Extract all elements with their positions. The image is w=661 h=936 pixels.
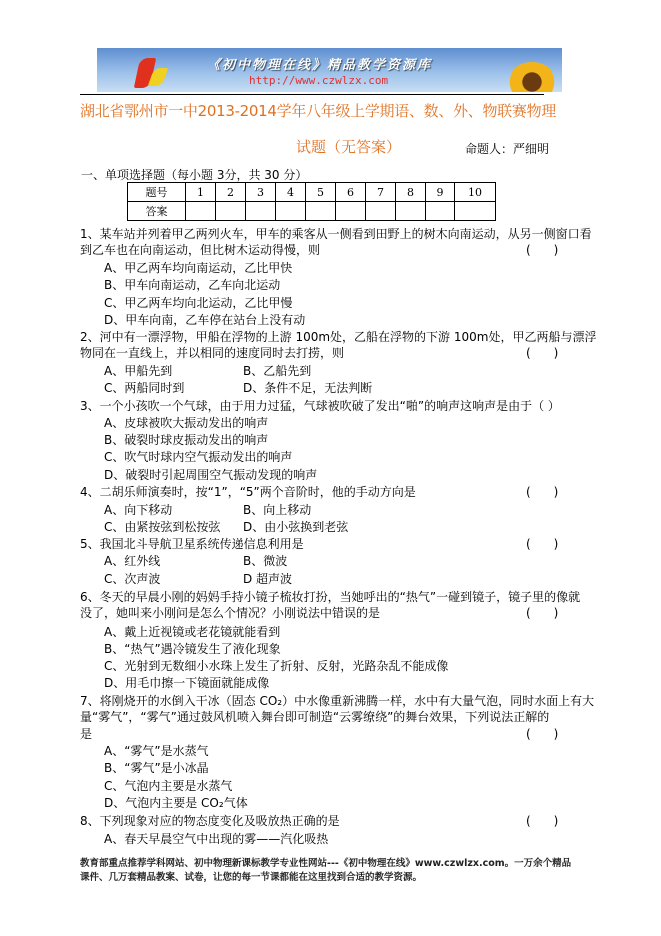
option-text: C、由紧按弦到松按弦	[104, 520, 221, 534]
question-number-cell: 1	[186, 183, 216, 202]
question-text: 3、一个小孩吹一个气球，由于用力过猛，气球被吹破了发出“啪”的响声这响声是由于（ ）	[80, 399, 560, 413]
sunflower-image	[508, 62, 556, 92]
option-text: A、甲船先到	[104, 364, 173, 378]
option-text: D、甲车向南，乙车停在站台上没有动	[104, 313, 306, 327]
question-number-cell: 5	[306, 183, 336, 202]
question-number-cell: 2	[216, 183, 246, 202]
question-number-cell: 7	[366, 183, 396, 202]
answer-blank: ( )	[526, 814, 559, 828]
answer-blank: ( )	[526, 727, 559, 741]
option-text: C、次声波	[104, 572, 161, 586]
answer-cell[interactable]	[426, 202, 455, 221]
header-label-cell: 题号	[128, 183, 186, 202]
question-text: 到乙车也在向南运动，但比树木运动得慢，则	[80, 243, 321, 257]
option-text: A、甲乙两车均向南运动，乙比甲快	[104, 261, 293, 275]
option-text: C、两船同时到	[104, 381, 185, 395]
option-text: A、皮球被吹大振动发出的响声	[104, 416, 269, 430]
question-number-cell: 4	[276, 183, 306, 202]
question-number-cell: 10	[455, 183, 496, 202]
question-text: 8、下列现象对应的物态度变化及吸放热正确的是	[80, 814, 340, 828]
document-subtitle: 试题（无答案）	[296, 138, 402, 156]
answer-cell[interactable]	[186, 202, 216, 221]
option-text: D、破裂时引起周围空气振动发现的响声	[104, 468, 318, 482]
option-text: A、红外线	[104, 554, 161, 568]
answer-cell[interactable]	[246, 202, 276, 221]
answer-cell[interactable]	[396, 202, 426, 221]
document-title: 湖北省鄂州市一中2013-2014学年八年级上学期语、数、外、物联赛物理	[80, 102, 556, 120]
question-text: 没了，她叫来小刚问是怎么个情况？小刚说法中错误的是	[80, 606, 381, 620]
answer-cell[interactable]	[276, 202, 306, 221]
answer-blank: ( )	[526, 346, 559, 360]
option-text: D、由小弦换到老弦	[243, 520, 349, 534]
answer-table	[127, 182, 496, 221]
option-text: C、甲乙两车均向北运动，乙比甲慢	[104, 296, 293, 310]
answer-table-answer-row	[128, 202, 496, 221]
question-text: 是	[80, 727, 93, 741]
option-text: B、“热气”遇冷镜发生了液化现象	[104, 642, 281, 656]
option-text: D、用毛巾擦一下镜面就能成像	[104, 676, 270, 690]
option-text: B、“雾气”是小冰晶	[104, 761, 209, 775]
question-text: 5、我国北斗导航卫星系统传递信息利用是	[80, 537, 304, 551]
question-number-cell: 8	[396, 183, 426, 202]
question-number-cell: 6	[336, 183, 366, 202]
question-text: 4、二胡乐师演奏时，按“1”，“5”两个音阶时，他的手动方向是	[80, 485, 416, 499]
author: 命题人：严细明	[465, 142, 550, 156]
option-text: A、向下移动	[104, 503, 173, 517]
answer-cell[interactable]	[455, 202, 496, 221]
answer-blank: ( )	[526, 537, 559, 551]
option-text: B、乙船先到	[243, 364, 312, 378]
banner-url[interactable]: http://www.czwlzx.com	[249, 74, 389, 87]
question-number-cell: 3	[246, 183, 276, 202]
answer-cell[interactable]	[336, 202, 366, 221]
question-text: 1、某车站并列着甲乙两列火车，甲车的乘客从一侧看到田野上的树木向南运动，从另一侧窗口看	[80, 227, 592, 241]
answer-table-header-row	[128, 183, 496, 202]
option-text: B、微波	[243, 554, 288, 568]
option-text: C、吹气时球内空气振动发出的响声	[104, 450, 293, 464]
question-text: 量“雾气”，“雾气”通过鼓风机喷入舞台即可制造“云雾缭绕”的舞台效果，下列说法正解的	[80, 710, 550, 724]
option-text: B、甲车向南运动，乙车向北运动	[104, 278, 281, 292]
option-text: B、向上移动	[243, 503, 312, 517]
option-text: C、光射到无数细小水珠上发生了折射、反射，光路杂乱不能成像	[104, 659, 449, 673]
answer-cell[interactable]	[216, 202, 246, 221]
banner-title: 《初中物理在线》精品教学资源库	[207, 58, 433, 73]
option-text: A、“雾气”是水蒸气	[104, 744, 209, 758]
option-text: D 超声波	[243, 572, 293, 586]
option-text: A、戴上近视镜或老花镜就能看到	[104, 625, 281, 639]
footer-line: 课件、几万套精品教案、试卷，让您的每一节课都能在这里找到合适的教学资源。	[80, 872, 423, 883]
option-text: C、气泡内主要是水蒸气	[104, 779, 233, 793]
answer-label-cell: 答案	[128, 202, 186, 221]
question-text: 物同在一直线上，并以相同的速度同时去打捞，则	[80, 346, 345, 360]
answer-cell[interactable]	[306, 202, 336, 221]
question-text: 2、河中有一漂浮物，甲船在浮物的上游 100m处，乙船在浮物的下游 100m处，甲乙两船与漂浮	[80, 330, 597, 344]
header-rule	[80, 94, 544, 95]
option-text: B、破裂时球皮振动发出的响声	[104, 433, 269, 447]
question-text: 7、将刚烧开的水倒入干冰（固态 CO₂）中水像重新沸腾一样，水中有大量气泡，同时水面上有大	[80, 694, 595, 708]
option-text: D、气泡内主要是 CO₂气体	[104, 796, 248, 810]
section-heading: 一、单项选择题（每小题 3分，共 30 分）	[81, 168, 308, 182]
answer-blank: ( )	[526, 606, 559, 620]
option-text: D、条件不足，无法判断	[243, 381, 373, 395]
answer-blank: ( )	[526, 485, 559, 499]
question-text: 6、冬天的早晨小刚的妈妈手持小镜子梳妆打扮，当她呼出的“热气”一碰到镜子，镜子里的像就	[80, 590, 581, 604]
question-number-cell: 9	[426, 183, 455, 202]
option-text: A、春天早晨空气中出现的雾——汽化吸热	[104, 832, 329, 846]
site-banner[interactable]	[97, 48, 562, 92]
answer-blank: ( )	[526, 243, 559, 257]
answer-cell[interactable]	[366, 202, 396, 221]
footer-line: 教育部重点推荐学科网站、初中物理新课标教学专业性网站---《初中物理在线》www.czwlzx.com。一万余个精品	[80, 858, 572, 869]
